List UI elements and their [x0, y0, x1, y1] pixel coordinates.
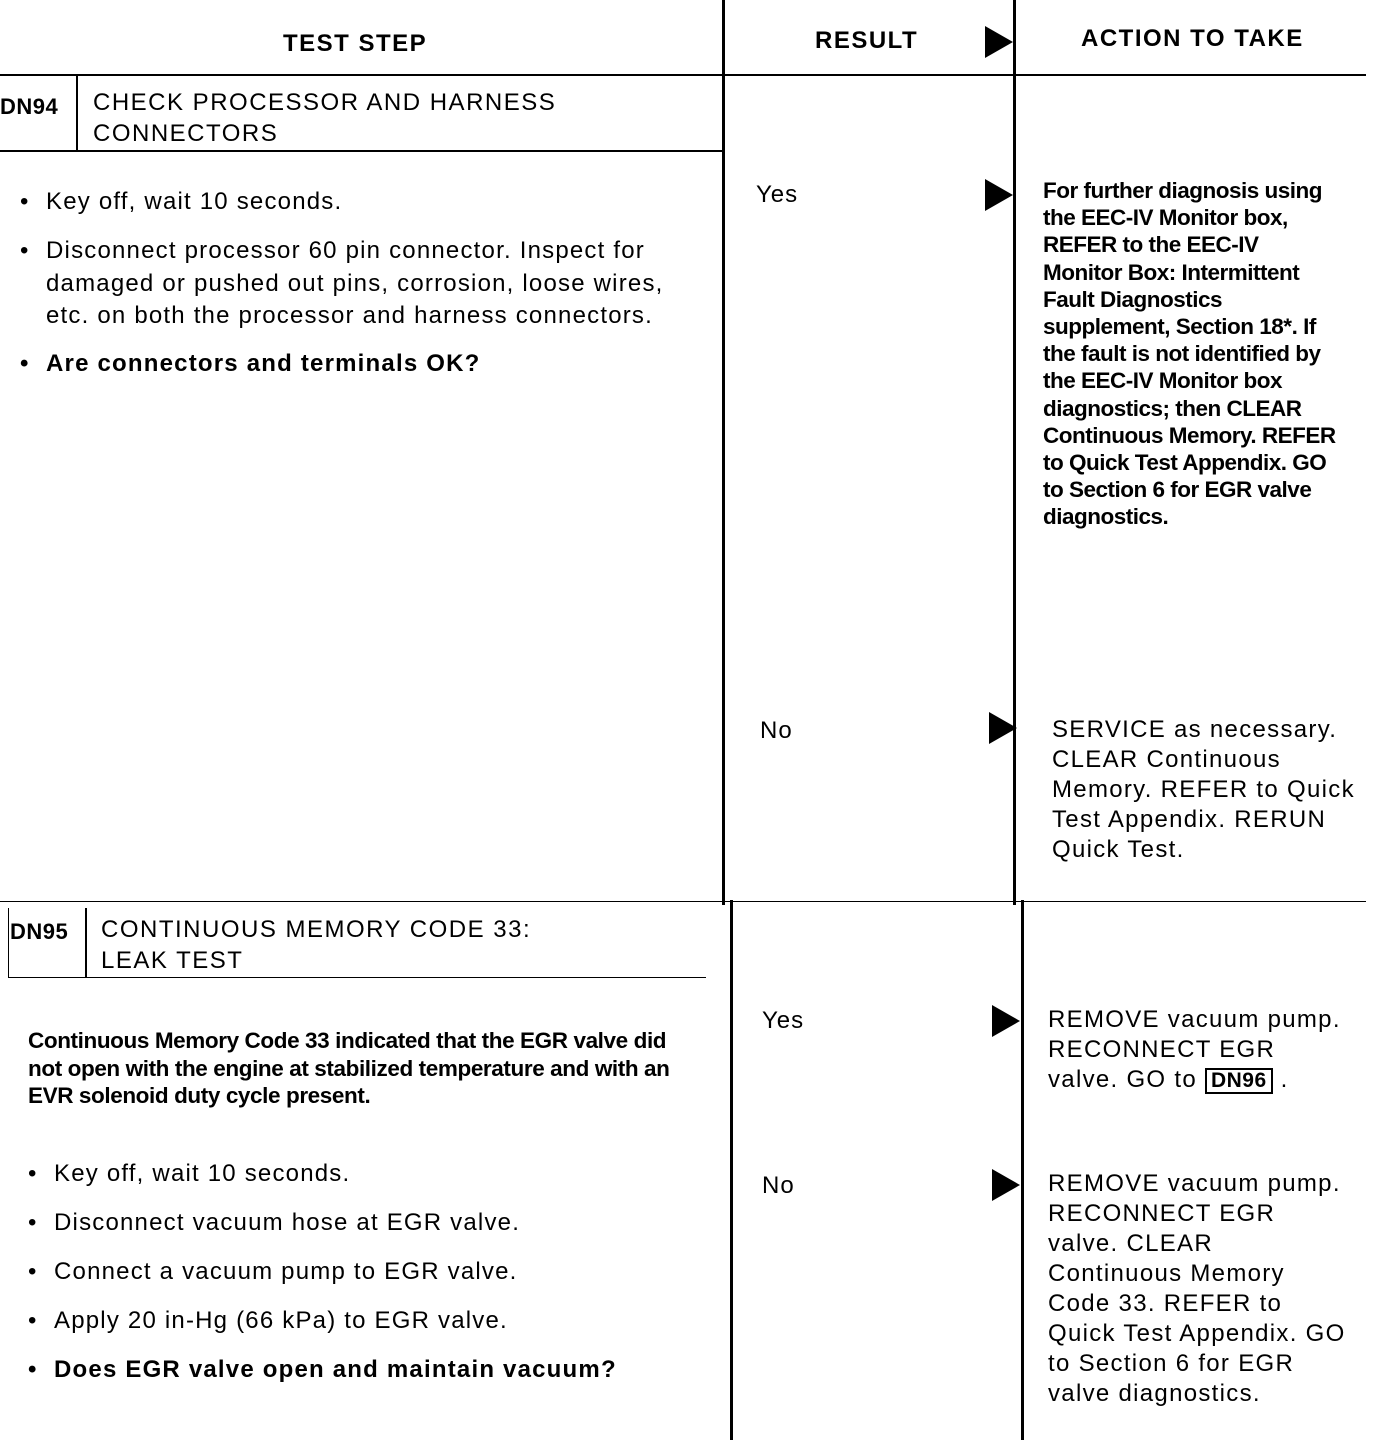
- dn95-step-1: • Key off, wait 10 seconds.: [26, 1158, 716, 1190]
- header-rule: [0, 74, 1366, 76]
- dn95-id: DN95: [10, 919, 69, 944]
- dn95-yes-arrow-icon: [992, 1005, 1020, 1037]
- dn95-action-yes-text: REMOVE vacuum pump. RECONNECT EGR valve. GO to: [1048, 1006, 1341, 1093]
- header-test-step: TEST STEP: [283, 30, 428, 57]
- dn95-title: CONTINUOUS MEMORY CODE 33: LEAK TEST: [101, 916, 532, 974]
- dn95-title-rule: [8, 977, 706, 978]
- dn95-action-yes-suffix: .: [1280, 1066, 1289, 1093]
- header-action: ACTION TO TAKE: [1081, 25, 1304, 52]
- dn95-step-3: • Connect a vacuum pump to EGR valve.: [26, 1256, 716, 1288]
- dn94-title-rule: [0, 150, 724, 152]
- column-divider-result-action-lower: [1021, 900, 1024, 1440]
- dn94-steps: [18, 186, 698, 380]
- dn95-step-2: • Disconnect vacuum hose at EGR valve.: [26, 1207, 716, 1239]
- dn94-dn95-separator: [0, 901, 1366, 902]
- dn94-step-2: • Disconnect processor 60 pin connector. Inspect for damaged or pushed out pins, corrosion, loose wires, etc. on both the processor and harness connectors.: [18, 235, 698, 333]
- dn95-steps: [26, 1158, 716, 1386]
- dn94-step-1: • Key off, wait 10 seconds.: [18, 186, 698, 218]
- column-divider-result-action: [1013, 0, 1016, 905]
- dn95-goto-dn96-ref[interactable]: DN96: [1205, 1068, 1273, 1094]
- dn95-result-no: No: [762, 1172, 795, 1199]
- column-divider-test-result-lower: [730, 900, 733, 1440]
- dn94-yes-arrow-icon: [985, 179, 1013, 211]
- dn94-title: CHECK PROCESSOR AND HARNESS CONNECTORS: [93, 89, 557, 147]
- dn94-step-question: • Are connectors and terminals OK?: [18, 348, 698, 380]
- dn94-no-arrow-icon: [989, 712, 1017, 744]
- header-arrow-icon: [985, 26, 1013, 58]
- header-result: RESULT: [815, 27, 919, 54]
- dn94-result-yes: Yes: [756, 181, 799, 208]
- dn95-no-arrow-icon: [992, 1169, 1020, 1201]
- dn95-step-question: • Does EGR valve open and maintain vacuum?: [26, 1354, 716, 1386]
- dn94-id: DN94: [0, 94, 59, 119]
- dn95-action-no: REMOVE vacuum pump. RECONNECT EGR valve. CLEAR Continuous Memory Code 33. REFER to Quick Test Appendix. GO to Section 6 for EGR valve diagnostics.: [1048, 1170, 1346, 1407]
- dn94-action-yes: For further diagnosis using the EEC-IV Monitor box, REFER to the EEC-IV Monitor Box: Intermittent Fault Diagnostics supplement, Section 18*. If the fault is not identified by the EEC-IV Monitor box diagnostics; then CLEAR Continuous Memory. REFER to Quick Test Appendix. GO to Section 6 for EGR valve diagnostics.: [1043, 178, 1336, 530]
- dn94-action-no: SERVICE as necessary. CLEAR Continuous Memory. REFER to Quick Test Appendix. RERUN Quick Test.: [1052, 716, 1355, 863]
- dn95-step-4: • Apply 20 in-Hg (66 kPa) to EGR valve.: [26, 1305, 716, 1337]
- dn94-id-divider: [76, 76, 78, 152]
- dn94-result-no: No: [760, 717, 793, 744]
- dn95-intro: Continuous Memory Code 33 indicated that the EGR valve did not open with the engine at stabilized temperature and with an EVR solenoid duty cycle present.: [28, 1028, 670, 1108]
- dn95-result-yes: Yes: [762, 1007, 805, 1034]
- column-divider-test-result: [722, 0, 725, 905]
- dn95-action-yes: [1048, 1005, 1348, 1095]
